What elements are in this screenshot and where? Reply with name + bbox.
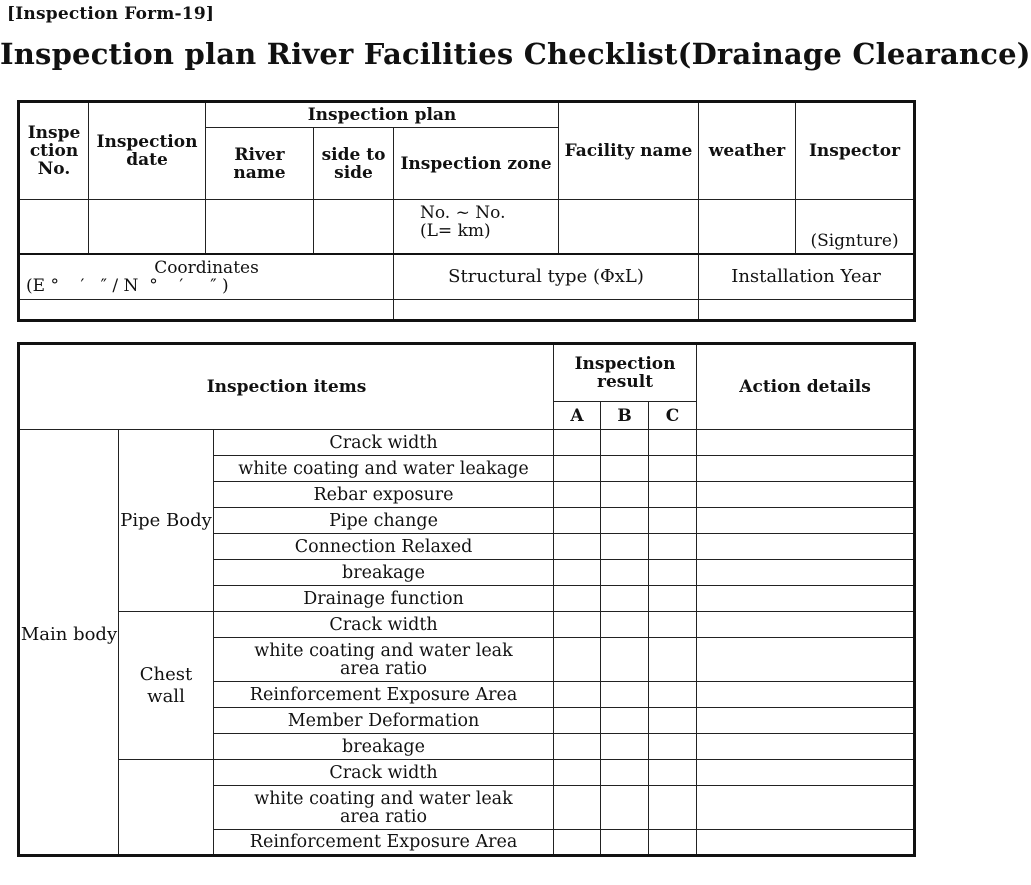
inspection-item-label: breakage: [214, 734, 554, 760]
grade-a-cell[interactable]: [554, 586, 601, 612]
grade-c-cell[interactable]: [649, 430, 697, 456]
grade-b-cell[interactable]: [601, 830, 649, 856]
grade-b-cell[interactable]: [601, 586, 649, 612]
inspection-item-label: Crack width: [214, 760, 554, 786]
grade-a-cell[interactable]: [554, 612, 601, 638]
page-title: Inspection plan River Facilities Checklist(Drainage Clearance): [0, 37, 1031, 71]
grade-a-cell[interactable]: [554, 534, 601, 560]
action-details-cell[interactable]: [697, 430, 915, 456]
inspection-item-label: Rebar exposure: [214, 482, 554, 508]
action-details-cell[interactable]: [697, 786, 915, 830]
inspection-items-header: Inspection items: [19, 344, 554, 430]
grade-a-cell[interactable]: [554, 456, 601, 482]
river-name-header: River name: [206, 128, 314, 200]
grade-a-cell[interactable]: [554, 638, 601, 682]
river-name-cell[interactable]: [206, 200, 314, 254]
grade-b-cell[interactable]: [601, 612, 649, 638]
grade-c-cell[interactable]: [649, 560, 697, 586]
inspection-item-label: breakage: [214, 560, 554, 586]
action-details-cell[interactable]: [697, 708, 915, 734]
weather-header: weather: [699, 102, 796, 200]
grade-b-cell[interactable]: [601, 734, 649, 760]
inspection-no-header: Inspe ction No.: [19, 102, 89, 200]
grade-a-cell[interactable]: [554, 760, 601, 786]
inspection-item-label: white coating and water leakage: [214, 456, 554, 482]
grade-c-cell[interactable]: [649, 456, 697, 482]
grade-a-cell[interactable]: [554, 786, 601, 830]
coordinates-cell[interactable]: [19, 254, 394, 300]
grade-c-cell[interactable]: [649, 708, 697, 734]
inspection-no-cell[interactable]: [19, 200, 89, 254]
action-details-cell[interactable]: [697, 734, 915, 760]
form-number: [Inspection Form-19]: [7, 4, 215, 24]
grade-a-header: A: [554, 402, 601, 430]
grade-a-cell[interactable]: [554, 830, 601, 856]
zone-range-text: No. ~ No.: [420, 203, 506, 223]
grade-b-cell[interactable]: [601, 534, 649, 560]
inspection-item-label: Connection Relaxed: [214, 534, 554, 560]
side-to-side-cell[interactable]: [314, 200, 394, 254]
grade-c-cell[interactable]: [649, 508, 697, 534]
inspection-item-label: white coating and water leak area ratio: [214, 786, 554, 830]
action-details-cell[interactable]: [697, 760, 915, 786]
structural-type-label: Structural type (ΦxL): [394, 254, 699, 300]
inspection-item-label: Reinforcement Exposure Area: [214, 682, 554, 708]
grade-c-header: C: [649, 402, 697, 430]
grade-c-cell[interactable]: [649, 534, 697, 560]
action-details-cell[interactable]: [697, 534, 915, 560]
inspection-date-cell[interactable]: [89, 200, 206, 254]
grade-a-cell[interactable]: [554, 508, 601, 534]
inspection-item-label: Crack width: [214, 612, 554, 638]
grade-b-header: B: [601, 402, 649, 430]
weather-cell[interactable]: [699, 200, 796, 254]
grade-a-cell[interactable]: [554, 430, 601, 456]
grade-c-cell[interactable]: [649, 586, 697, 612]
action-details-cell[interactable]: [697, 830, 915, 856]
inspection-plan-header: Inspection plan: [206, 102, 559, 128]
grade-c-cell[interactable]: [649, 482, 697, 508]
grade-a-cell[interactable]: [554, 734, 601, 760]
signature-label: (Signture): [810, 230, 899, 251]
grade-b-cell[interactable]: [601, 430, 649, 456]
grade-c-cell[interactable]: [649, 612, 697, 638]
table-row: [19, 430, 915, 456]
grade-b-cell[interactable]: [601, 638, 649, 682]
table-row: [19, 612, 915, 638]
grade-b-cell[interactable]: [601, 760, 649, 786]
grade-b-cell[interactable]: [601, 456, 649, 482]
grade-b-cell[interactable]: [601, 682, 649, 708]
coordinates-value-cell[interactable]: [19, 300, 394, 321]
inspection-item-label: Member Deformation: [214, 708, 554, 734]
inspector-cell[interactable]: [796, 200, 915, 254]
action-details-cell[interactable]: [697, 682, 915, 708]
table-row: [19, 760, 915, 786]
grade-a-cell[interactable]: [554, 682, 601, 708]
items-body: [19, 430, 915, 856]
group-label: [119, 760, 214, 856]
grade-c-cell[interactable]: [649, 734, 697, 760]
action-details-cell[interactable]: [697, 456, 915, 482]
grade-c-cell[interactable]: [649, 830, 697, 856]
grade-c-cell[interactable]: [649, 760, 697, 786]
installation-year-value-cell[interactable]: [699, 300, 915, 321]
grade-a-cell[interactable]: [554, 708, 601, 734]
grade-a-cell[interactable]: [554, 482, 601, 508]
inspection-item-label: Crack width: [214, 430, 554, 456]
inspection-date-header: Inspection date: [89, 102, 206, 200]
grade-b-cell[interactable]: [601, 560, 649, 586]
inspection-item-label: Reinforcement Exposure Area: [214, 830, 554, 856]
action-details-header: Action details: [697, 344, 915, 430]
coordinates-format: (E ° ′ ″ / N ° ′ ″ ): [26, 275, 229, 296]
grade-a-cell[interactable]: [554, 560, 601, 586]
action-details-cell[interactable]: [697, 586, 915, 612]
coordinates-label: Coordinates: [154, 257, 259, 278]
inspection-zone-header: Inspection zone: [394, 128, 559, 200]
inspection-item-label: Pipe change: [214, 508, 554, 534]
group-label: Chest wall: [119, 612, 214, 760]
inspection-item-label: Drainage function: [214, 586, 554, 612]
inspection-item-label: white coating and water leak area ratio: [214, 638, 554, 682]
grade-b-cell[interactable]: [601, 786, 649, 830]
grade-b-cell[interactable]: [601, 508, 649, 534]
action-details-cell[interactable]: [697, 560, 915, 586]
zone-length-text: (L= km): [420, 221, 491, 241]
grade-b-cell[interactable]: [601, 482, 649, 508]
inspection-result-header: Inspection result: [554, 344, 697, 402]
facility-name-header: Facility name: [559, 102, 699, 200]
grade-c-cell[interactable]: [649, 638, 697, 682]
group-label: Pipe Body: [119, 430, 214, 612]
installation-year-label: Installation Year: [699, 254, 915, 300]
inspection-items-table: [17, 342, 916, 857]
action-details-cell[interactable]: [697, 612, 915, 638]
action-details-cell[interactable]: [697, 638, 915, 682]
header-table: [17, 100, 916, 322]
inspection-zone-cell[interactable]: [394, 200, 559, 254]
grade-c-cell[interactable]: [649, 786, 697, 830]
facility-name-cell[interactable]: [559, 200, 699, 254]
structural-type-value-cell[interactable]: [394, 300, 699, 321]
inspector-header: Inspector: [796, 102, 915, 200]
grade-b-cell[interactable]: [601, 708, 649, 734]
grade-c-cell[interactable]: [649, 682, 697, 708]
side-to-side-header: side to side: [314, 128, 394, 200]
category-main-body: Main body: [19, 430, 119, 856]
action-details-cell[interactable]: [697, 508, 915, 534]
action-details-cell[interactable]: [697, 482, 915, 508]
